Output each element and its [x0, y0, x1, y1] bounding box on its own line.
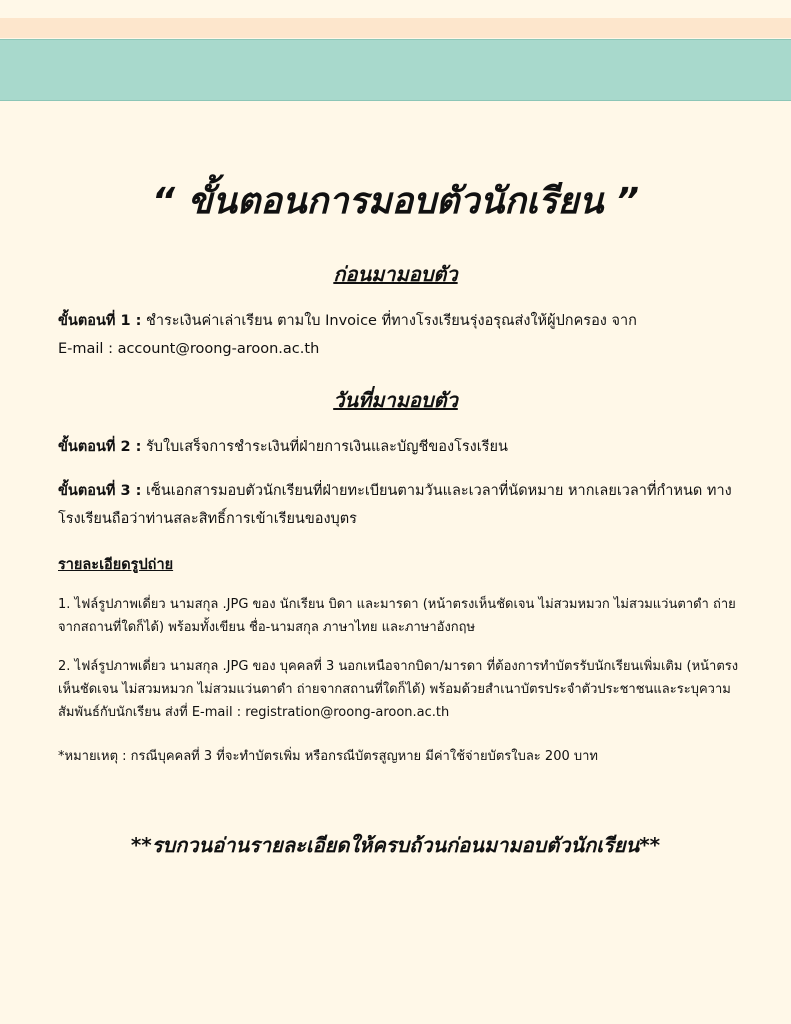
step-1-email: E-mail : account@roong-aroon.ac.th [58, 341, 320, 357]
step-1-text: ชำระเงินค่าเล่าเรียน ตามใบ Invoice ที่ทางโรงเรียนรุ่งอรุณส่งให้ผู้ปกครอง จาก [146, 313, 637, 329]
step-3 [58, 477, 758, 533]
footer-reminder: **รบกวนอ่านรายละเอียดให้ครบถ้วนก่อนมามอบตัวนักเรียน** [130, 833, 661, 857]
top-decorative-strip [0, 18, 791, 38]
photo-details-heading: รายละเอียดรูปถ่าย [58, 557, 174, 573]
page-title: “ ขั้นตอนการมอบตัวนักเรียน ” [151, 181, 640, 222]
step-2-label: ขั้นตอนที่ 2 : [58, 439, 142, 455]
fee-note: *หมายเหตุ : กรณีบุคคลที่ 3 ที่จะทำบัตรเพิ่ม หรือกรณีบัตรสูญหาย มีค่าใช้จ่ายบัตรใบละ 200 บาท [58, 749, 598, 764]
before-enrollment-heading: ก่อนมามอบตัว [333, 262, 458, 286]
step-3-label: ขั้นตอนที่ 3 : [58, 483, 142, 499]
step-1 [58, 307, 758, 363]
enrollment-day-heading: วันที่มามอบตัว [333, 388, 458, 412]
step-2 [58, 433, 758, 461]
photo-item-2: 2. ไฟล์รูปภาพเดี่ยว นามสกุล .JPG ของ บุคคลที่ 3 นอกเหนือจากบิดา/มารดา ที่ต้องการทำบัตรรับนักเรียนเพิ่มเติม (หน้าตรงเห็นชัดเจน ไม่สวมหมวก ไม่สวมแว่นตาดำ ถ่ายจากสถานที่ใดก็ได้) พร้อมด้วยสำเนาบัตรประจำตัวประชาชนและระบุความสัมพันธ์กับนักเรียน ส่งที่ E-mail : registration@roong-aroon.ac.th [58, 659, 739, 720]
step-3-text: เซ็นเอกสารมอบตัวนักเรียนที่ฝ่ายทะเบียนตามวันและเวลาที่นัดหมาย หากเลยเวลาที่กำหนด ทางโรงเรียนถือว่าท่านสละสิทธิ์การเข้าเรียนของบุตร [58, 483, 732, 527]
step-2-text: รับใบเสร็จการชำระเงินที่ฝ่ายการเงินและบัญชีของโรงเรียน [146, 439, 508, 455]
photo-item-1: 1. ไฟล์รูปภาพเดี่ยว นามสกุล .JPG ของ นักเรียน บิดา และมารดา (หน้าตรงเห็นชัดเจน ไม่สวมหมวก ไม่สวมแว่นตาดำ ถ่ายจากสถานที่ใดก็ได้) พร้อมทั้งเขียน ชื่อ-นามสกุล ภาษาไทย และภาษาอังกฤษ [58, 597, 736, 635]
step-1-label: ขั้นตอนที่ 1 : [58, 313, 142, 329]
header-band [0, 39, 791, 101]
